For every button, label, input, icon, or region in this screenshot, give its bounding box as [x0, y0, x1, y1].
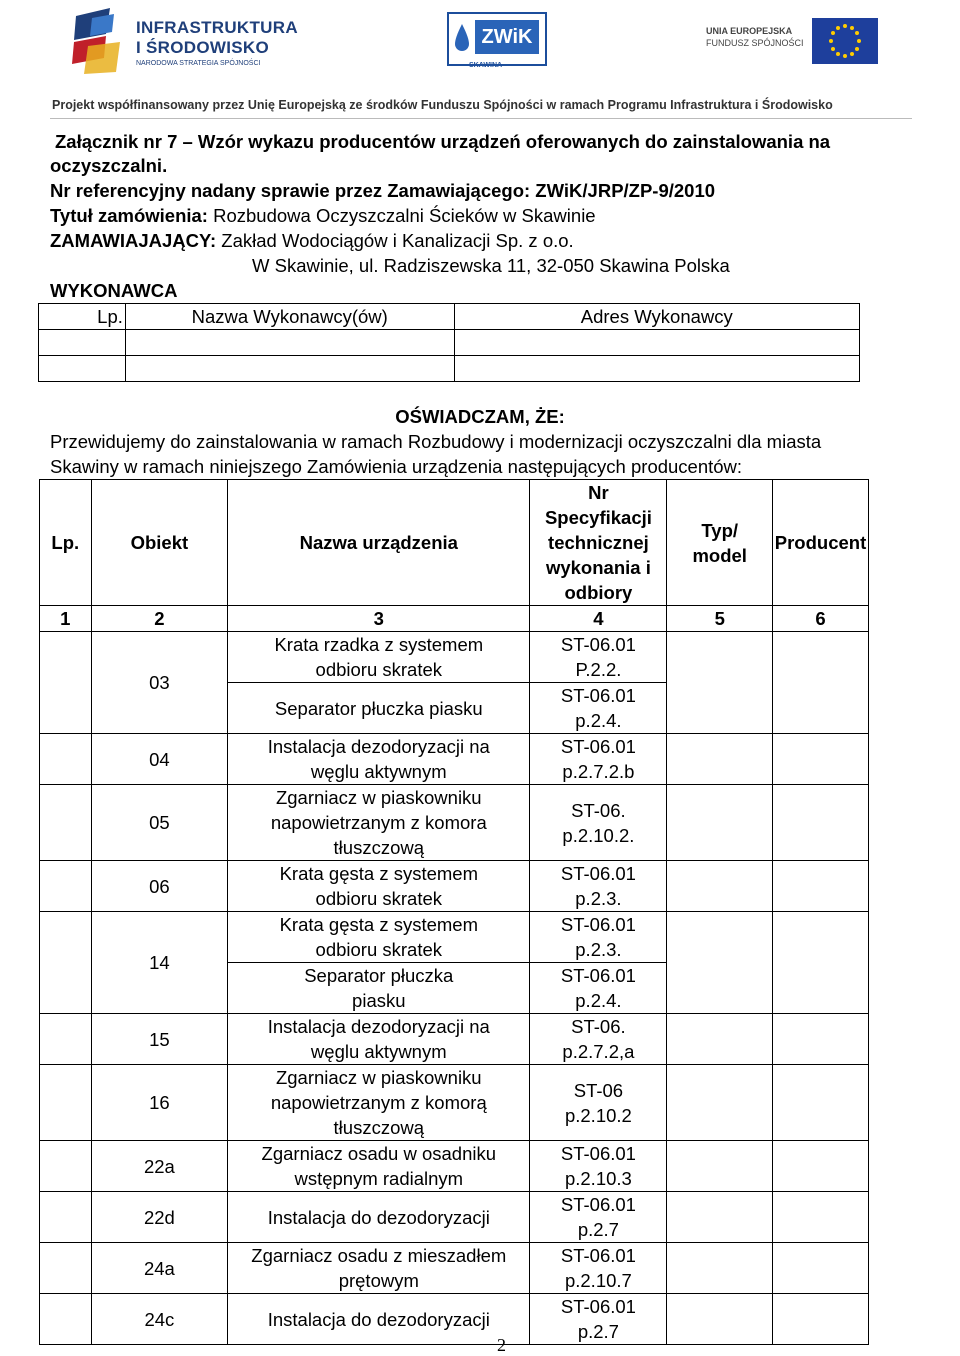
table-row — [40, 1243, 869, 1294]
type-model-cell[interactable] — [667, 1141, 773, 1192]
lp-cell[interactable] — [40, 1141, 92, 1192]
device-name-cell: Zgarniacz osadu z mieszadłem prętowym — [228, 1243, 530, 1294]
object-cell: 15 — [91, 1014, 228, 1065]
spec-cell: ST-06.01 p.2.10.7 — [530, 1243, 667, 1294]
table-row — [40, 734, 869, 785]
object-cell: 16 — [91, 1065, 228, 1141]
object-cell: 06 — [91, 861, 228, 912]
eu-line-1: UNIA EUROPEJSKA — [706, 26, 793, 36]
producer-cell[interactable] — [773, 1294, 869, 1345]
header-producer: Producent — [773, 480, 869, 606]
producer-cell[interactable] — [773, 785, 869, 861]
lp-cell[interactable] — [40, 734, 92, 785]
lp-cell[interactable] — [40, 1065, 92, 1141]
type-model-cell[interactable] — [667, 734, 773, 785]
device-name-cell: Separator płuczka piasku — [228, 963, 530, 1014]
lp-cell[interactable] — [40, 1294, 92, 1345]
producer-cell[interactable] — [773, 1192, 869, 1243]
object-cell: 04 — [91, 734, 228, 785]
eu-line-2: FUNDUSZ SPÓJNOŚCI — [706, 38, 804, 48]
order-title — [50, 204, 596, 228]
device-name-cell: Zgarniacz osadu w osadniku wstępnym radialnym — [228, 1141, 530, 1192]
zwik-logo-text: ZWiK — [475, 20, 539, 54]
device-name-cell: Krata gęsta z systemem odbioru skratek — [228, 861, 530, 912]
header-device-name: Nazwa urządzenia — [228, 480, 530, 606]
declaration-heading: OŚWIADCZAM, ŻE: — [395, 406, 565, 427]
type-model-cell[interactable] — [667, 1065, 773, 1141]
device-name-cell: Instalacja dezodoryzacji na węglu aktywnym — [228, 1014, 530, 1065]
device-name-cell: Instalacja dezodoryzacji na węglu aktywnym — [228, 734, 530, 785]
contractor-name-cell[interactable] — [125, 356, 454, 382]
device-name-cell: Zgarniacz w piaskowniku napowietrzanym z komorą tłuszczową — [228, 1065, 530, 1141]
order-title-label: Tytuł zamówienia: — [50, 205, 208, 226]
eu-logo — [706, 18, 878, 66]
zwik-logo-subtitle: SKAWINA — [469, 62, 503, 69]
ids-line-2: I ŚRODOWISKO — [136, 38, 269, 57]
header-lp: Lp. — [39, 304, 126, 330]
spec-cell: ST-06.01 p.2.7 — [530, 1294, 667, 1345]
header-contractor-name: Nazwa Wykonawcy(ów) — [125, 304, 454, 330]
zwik-logo — [447, 12, 543, 70]
type-model-cell[interactable] — [667, 1294, 773, 1345]
producer-cell[interactable] — [773, 1243, 869, 1294]
device-name-cell: Krata gęsta z systemem odbioru skratek — [228, 912, 530, 963]
declaration-text-2: Skawiny w ramach niniejszego Zamówienia urządzenia następujących producentów: — [50, 456, 743, 477]
table-row — [40, 1014, 869, 1065]
lp-cell[interactable] — [40, 1014, 92, 1065]
order-title-value: Rozbudowa Oczyszczalni Ścieków w Skawinie — [207, 205, 596, 226]
lp-cell[interactable] — [40, 1243, 92, 1294]
ids-line-3: NARODOWA STRATEGIA SPÓJNOŚCI — [136, 60, 261, 67]
spec-cell: ST-06. p.2.10.2. — [530, 785, 667, 861]
table-row — [40, 1141, 869, 1192]
type-model-cell[interactable] — [667, 1243, 773, 1294]
table-row — [40, 632, 869, 683]
column-numbers-row — [40, 606, 869, 632]
spec-cell: ST-06.01 p.2.4. — [530, 963, 667, 1014]
table-row — [40, 861, 869, 912]
col-number: 1 — [40, 606, 92, 632]
type-model-cell[interactable] — [667, 1192, 773, 1243]
col-number: 5 — [667, 606, 773, 632]
type-model-cell[interactable] — [667, 785, 773, 861]
producer-cell[interactable] — [773, 734, 869, 785]
lp-cell[interactable] — [40, 785, 92, 861]
type-model-cell[interactable] — [667, 1014, 773, 1065]
client-address: W Skawinie, ul. Radziszewska 11, 32-050 Skawina Polska — [252, 255, 730, 276]
col-number: 2 — [91, 606, 228, 632]
object-cell: 05 — [91, 785, 228, 861]
producer-cell[interactable] — [773, 632, 869, 734]
water-drop-icon — [453, 22, 471, 54]
devices-table — [39, 479, 869, 1345]
header-lp: Lp. — [40, 480, 92, 606]
lp-cell[interactable] — [40, 912, 92, 1014]
zwik-logo-frame — [447, 12, 547, 66]
client-info — [50, 229, 574, 253]
lp-cell[interactable] — [40, 861, 92, 912]
contractor-label: WYKONAWCA — [50, 280, 178, 301]
ids-line-1: INFRASTRUKTURA — [136, 18, 298, 37]
contractor-address-cell[interactable] — [454, 330, 859, 356]
spec-cell: ST-06. p.2.7.2,a — [530, 1014, 667, 1065]
object-cell: 24a — [91, 1243, 228, 1294]
header-contractor-address: Adres Wykonawcy — [454, 304, 859, 330]
col-number: 4 — [530, 606, 667, 632]
producer-cell[interactable] — [773, 912, 869, 1014]
attachment-title: Załącznik nr 7 – Wzór wykazu producentów urządzeń oferowanych do zainstalowania na — [55, 131, 831, 152]
table-row — [39, 304, 860, 330]
table-row — [40, 1065, 869, 1141]
object-cell: 03 — [91, 632, 228, 734]
device-name-cell: Zgarniacz w piaskowniku napowietrzanym z komora tłuszczową — [228, 785, 530, 861]
type-model-cell[interactable] — [667, 912, 773, 1014]
device-name-cell: Instalacja do dezodoryzacji — [228, 1294, 530, 1345]
device-name-cell: Separator płuczka piasku — [228, 683, 530, 734]
col-number: 3 — [228, 606, 530, 632]
table-row — [40, 785, 869, 861]
spec-cell: ST-06.01 p.2.7.2.b — [530, 734, 667, 785]
device-name-cell: Krata rzadka z systemem odbioru skratek — [228, 632, 530, 683]
spec-cell: ST-06.01 P.2.2. — [530, 632, 667, 683]
col-number: 6 — [773, 606, 869, 632]
contractor-address-cell[interactable] — [454, 356, 859, 382]
object-cell: 22d — [91, 1192, 228, 1243]
contractor-lp-cell[interactable] — [39, 356, 126, 382]
spec-cell: ST-06.01 p.2.4. — [530, 683, 667, 734]
lp-cell[interactable] — [40, 632, 92, 734]
contractor-table — [38, 303, 860, 382]
object-cell: 24c — [91, 1294, 228, 1345]
header-divider — [50, 118, 912, 119]
type-model-cell[interactable] — [667, 632, 773, 734]
table-header-row — [40, 480, 869, 606]
flag-logo-icon — [70, 6, 128, 76]
spec-cell: ST-06 p.2.10.2 — [530, 1065, 667, 1141]
reference-number: Nr referencyjny nadany sprawie przez Zamawiającego: ZWiK/JRP/ZP-9/2010 — [50, 180, 716, 201]
page-number: 2 — [497, 1335, 506, 1355]
type-model-cell[interactable] — [667, 861, 773, 912]
spec-cell: ST-06.01 p.2.7 — [530, 1192, 667, 1243]
object-cell: 22a — [91, 1141, 228, 1192]
table-row — [39, 330, 860, 356]
lp-cell[interactable] — [40, 1192, 92, 1243]
producer-cell[interactable] — [773, 1141, 869, 1192]
infrastruktura-logo — [70, 6, 300, 76]
table-row — [39, 356, 860, 382]
table-row — [40, 1294, 869, 1345]
project-funding-line: Projekt współfinansowany przez Unię Europejską ze środków Funduszu Spójności w ramach Programu Infrastruktura i Środowisko — [52, 98, 833, 112]
header-object: Obiekt — [91, 480, 228, 606]
attachment-title-cont: oczyszczalni. — [50, 155, 168, 176]
table-row — [40, 912, 869, 963]
producer-cell[interactable] — [773, 861, 869, 912]
producer-cell[interactable] — [773, 1014, 869, 1065]
client-value: Zakład Wodociągów i Kanalizacji Sp. z o.o. — [216, 230, 574, 251]
device-name-cell: Instalacja do dezodoryzacji — [228, 1192, 530, 1243]
declaration-text-1: Przewidujemy do zainstalowania w ramach Rozbudowy i modernizacji oczyszczalni dla miasta — [50, 431, 822, 452]
contractor-lp-cell[interactable] — [39, 330, 126, 356]
spec-cell: ST-06.01 p.2.3. — [530, 912, 667, 963]
table-row — [40, 1192, 869, 1243]
contractor-name-cell[interactable] — [125, 330, 454, 356]
client-label: ZAMAWIAJAJĄCY: — [50, 230, 217, 251]
eu-flag-icon — [812, 18, 878, 64]
producer-cell[interactable] — [773, 1065, 869, 1141]
object-cell: 14 — [91, 912, 228, 1014]
spec-cell: ST-06.01 p.2.3. — [530, 861, 667, 912]
header-type-model: Typ/ model — [667, 480, 773, 606]
header-specification: Nr Specyfikacji technicznej wykonania i odbiory — [530, 480, 667, 606]
spec-cell: ST-06.01 p.2.10.3 — [530, 1141, 667, 1192]
